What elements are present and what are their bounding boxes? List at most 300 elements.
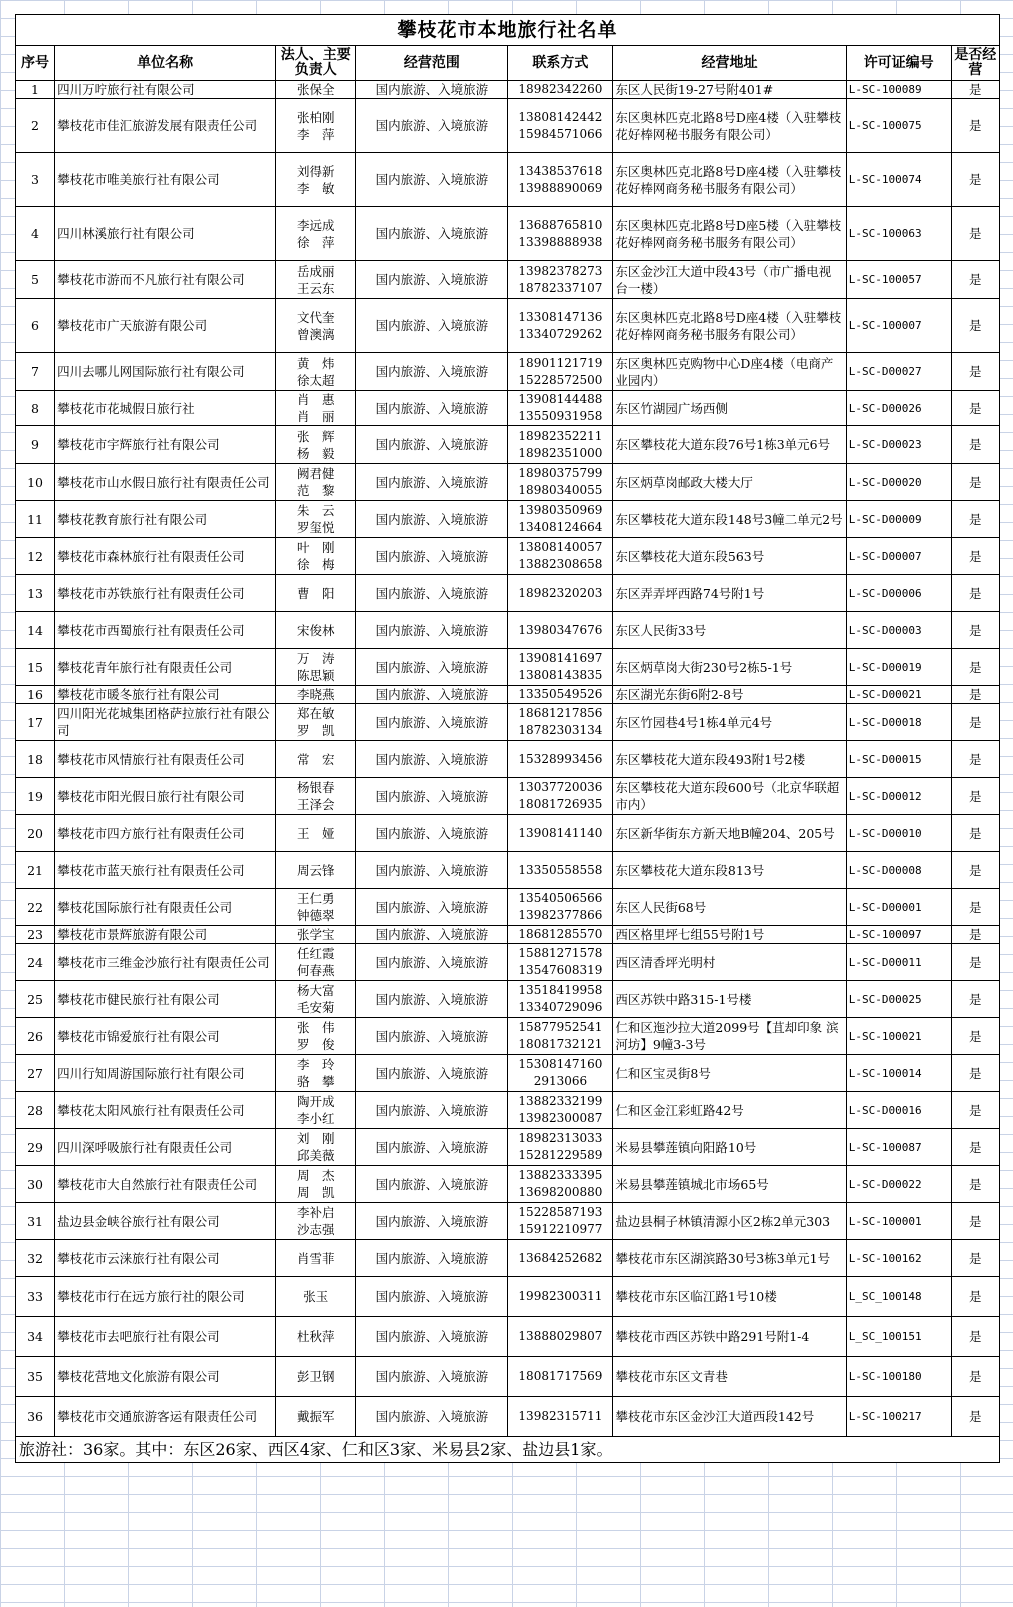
cell-license: L-SC-D00008: [846, 852, 951, 889]
cell-phone: 13438537618 13988890069: [508, 153, 613, 207]
cell-license: L-SC-D00018: [846, 704, 951, 741]
cell-license: L-SC-100074: [846, 153, 951, 207]
cell-operating: 是: [951, 1129, 999, 1166]
cell-operating: 是: [951, 944, 999, 981]
cell-person: 朱 云 罗玺悦: [276, 501, 356, 538]
cell-license: L-SC-100075: [846, 99, 951, 153]
cell-license: L-SC-100021: [846, 1018, 951, 1055]
cell-operating: 是: [951, 299, 999, 353]
cell-person: 岳成丽 王云东: [276, 261, 356, 299]
cell-no: 4: [16, 207, 55, 261]
cell-no: 33: [16, 1277, 55, 1317]
table-row: [16, 1055, 1000, 1092]
cell-no: 19: [16, 778, 55, 815]
cell-address: 攀枝花市东区金沙江大道西段142号: [613, 1397, 846, 1437]
cell-scope: 国内旅游、入境旅游: [356, 649, 508, 686]
cell-phone: 18982320203: [508, 575, 613, 612]
cell-scope: 国内旅游、入境旅游: [356, 1357, 508, 1397]
header-cell-person: 法人、主要负责人: [276, 46, 356, 81]
table-body: [16, 81, 1000, 1437]
table-row: [16, 353, 1000, 391]
cell-no: 2: [16, 99, 55, 153]
cell-person: 张 辉 杨 毅: [276, 426, 356, 464]
cell-license: L-SC-100063: [846, 207, 951, 261]
cell-company-name: 攀枝花市西蜀旅行社有限责任公司: [55, 612, 276, 649]
cell-license: L-SC-D00023: [846, 426, 951, 464]
cell-no: 9: [16, 426, 55, 464]
cell-person: 刘得新 李 敏: [276, 153, 356, 207]
table-row: [16, 81, 1000, 99]
cell-operating: 是: [951, 99, 999, 153]
table-row: [16, 649, 1000, 686]
cell-company-name: 攀枝花市风情旅行社有限责任公司: [55, 741, 276, 778]
cell-scope: 国内旅游、入境旅游: [356, 261, 508, 299]
table-row: [16, 1357, 1000, 1397]
cell-address: 西区清香坪光明村: [613, 944, 846, 981]
cell-person: 阙君健 范 黎: [276, 464, 356, 501]
cell-scope: 国内旅游、入境旅游: [356, 99, 508, 153]
cell-phone: 13982378273 18782337107: [508, 261, 613, 299]
cell-phone: 18681285570: [508, 926, 613, 944]
cell-scope: 国内旅游、入境旅游: [356, 981, 508, 1018]
cell-no: 11: [16, 501, 55, 538]
cell-company-name: 四川行知周游国际旅行社有限公司: [55, 1055, 276, 1092]
cell-no: 31: [16, 1203, 55, 1240]
cell-person: 常 宏: [276, 741, 356, 778]
cell-company-name: 攀枝花太阳风旅行社有限责任公司: [55, 1092, 276, 1129]
table-row: [16, 464, 1000, 501]
cell-person: 肖 惠 肖 丽: [276, 391, 356, 426]
cell-scope: 国内旅游、入境旅游: [356, 1397, 508, 1437]
cell-phone: 13980347676: [508, 612, 613, 649]
cell-address: 东区攀枝花大道东段600号（北京华联超市内）: [613, 778, 846, 815]
cell-person: 李晓燕: [276, 686, 356, 704]
cell-person: 张学宝: [276, 926, 356, 944]
cell-license: L-SC-100057: [846, 261, 951, 299]
cell-address: 西区格里坪七组55号附1号: [613, 926, 846, 944]
cell-no: 17: [16, 704, 55, 741]
cell-license: L-SC-D00010: [846, 815, 951, 852]
cell-company-name: 攀枝花市游而不凡旅行社有限公司: [55, 261, 276, 299]
cell-person: 刘 刚 邱美薇: [276, 1129, 356, 1166]
table-row: [16, 944, 1000, 981]
cell-operating: 是: [951, 741, 999, 778]
cell-license: L-SC-D00020: [846, 464, 951, 501]
cell-scope: 国内旅游、入境旅游: [356, 778, 508, 815]
cell-scope: 国内旅游、入境旅游: [356, 1240, 508, 1277]
cell-company-name: 攀枝花青年旅行社有限责任公司: [55, 649, 276, 686]
cell-company-name: 四川万咛旅行社有限公司: [55, 81, 276, 99]
table-row: [16, 704, 1000, 741]
cell-no: 28: [16, 1092, 55, 1129]
cell-license: L-SC-100089: [846, 81, 951, 99]
cell-no: 30: [16, 1166, 55, 1203]
cell-address: 东区人民街68号: [613, 889, 846, 926]
cell-company-name: 攀枝花市暖冬旅行社有限公司: [55, 686, 276, 704]
cell-address: 东区攀枝花大道东段493附1号2楼: [613, 741, 846, 778]
header-cell-no: 序号: [16, 46, 55, 81]
cell-address: 攀枝花市东区湖滨路30号3栋3单元1号: [613, 1240, 846, 1277]
cell-no: 36: [16, 1397, 55, 1437]
cell-phone: 18980375799 18980340055: [508, 464, 613, 501]
cell-company-name: 攀枝花市唯美旅行社有限公司: [55, 153, 276, 207]
cell-address: 东区金沙江大道中段43号（市广播电视台一楼）: [613, 261, 846, 299]
table-row: [16, 391, 1000, 426]
table-row: [16, 1129, 1000, 1166]
cell-operating: 是: [951, 1277, 999, 1317]
cell-person: 王 娅: [276, 815, 356, 852]
table-row: [16, 153, 1000, 207]
cell-company-name: 攀枝花市广天旅游有限公司: [55, 299, 276, 353]
cell-license: L-SC-D00027: [846, 353, 951, 391]
table-row: [16, 575, 1000, 612]
cell-scope: 国内旅游、入境旅游: [356, 1055, 508, 1092]
cell-address: 攀枝花市西区苏铁中路291号附1-4: [613, 1317, 846, 1357]
cell-operating: 是: [951, 815, 999, 852]
cell-phone: 13882332199 13982300087: [508, 1092, 613, 1129]
cell-scope: 国内旅游、入境旅游: [356, 741, 508, 778]
cell-phone: 13888029807: [508, 1317, 613, 1357]
table-row: [16, 1397, 1000, 1437]
cell-person: 陶开成 李小红: [276, 1092, 356, 1129]
cell-person: 周云锋: [276, 852, 356, 889]
cell-scope: 国内旅游、入境旅游: [356, 1129, 508, 1166]
table-row: [16, 1166, 1000, 1203]
cell-operating: 是: [951, 501, 999, 538]
cell-scope: 国内旅游、入境旅游: [356, 1166, 508, 1203]
cell-address: 东区攀枝花大道东段76号1栋3单元6号: [613, 426, 846, 464]
cell-phone: 13908144488 13550931958: [508, 391, 613, 426]
cell-operating: 是: [951, 353, 999, 391]
summary-footer: 旅游社：36家。其中：东区26家、西区4家、仁和区3家、米易县2家、盐边县1家。: [15, 1437, 1000, 1463]
cell-company-name: 攀枝花市四方旅行社有限责任公司: [55, 815, 276, 852]
cell-no: 7: [16, 353, 55, 391]
cell-address: 东区奥林匹克北路8号D座5楼（入驻攀枝花好棒网商务秘书服务有限公司）: [613, 207, 846, 261]
cell-address: 东区新华街东方新天地B幢204、205号: [613, 815, 846, 852]
cell-scope: 国内旅游、入境旅游: [356, 1018, 508, 1055]
cell-operating: 是: [951, 538, 999, 575]
cell-company-name: 攀枝花营地文化旅游有限公司: [55, 1357, 276, 1397]
cell-scope: 国内旅游、入境旅游: [356, 1317, 508, 1357]
table-row: [16, 261, 1000, 299]
cell-address: 东区奥林匹克北路8号D座4楼（入驻攀枝花好棒网商务秘书服务有限公司）: [613, 153, 846, 207]
cell-phone: 19982300311: [508, 1277, 613, 1317]
cell-person: 郑在敏 罗 凯: [276, 704, 356, 741]
table-row: [16, 1277, 1000, 1317]
cell-address: 东区攀枝花大道东段813号: [613, 852, 846, 889]
cell-license: L-SC-100014: [846, 1055, 951, 1092]
cell-company-name: 攀枝花市去吧旅行社有限公司: [55, 1317, 276, 1357]
cell-address: 西区苏铁中路315-1号楼: [613, 981, 846, 1018]
cell-no: 20: [16, 815, 55, 852]
cell-address: 攀枝花市东区文青巷: [613, 1357, 846, 1397]
cell-address: 东区攀枝花大道东段563号: [613, 538, 846, 575]
cell-operating: 是: [951, 1397, 999, 1437]
cell-operating: 是: [951, 426, 999, 464]
table-row: [16, 741, 1000, 778]
table-row: [16, 1317, 1000, 1357]
cell-company-name: 攀枝花市花城假日旅行社: [55, 391, 276, 426]
cell-company-name: 盐边县金峡谷旅行社有限公司: [55, 1203, 276, 1240]
cell-no: 21: [16, 852, 55, 889]
table-row: [16, 299, 1000, 353]
header-cell-name: 单位名称: [55, 46, 276, 81]
cell-license: L-SC-D00012: [846, 778, 951, 815]
cell-operating: 是: [951, 981, 999, 1018]
cell-phone: 13308147136 13340729262: [508, 299, 613, 353]
cell-no: 6: [16, 299, 55, 353]
cell-company-name: 攀枝花市云涞旅行社有限公司: [55, 1240, 276, 1277]
cell-no: 27: [16, 1055, 55, 1092]
cell-operating: 是: [951, 612, 999, 649]
cell-scope: 国内旅游、入境旅游: [356, 575, 508, 612]
cell-address: 仁和区金江彩虹路42号: [613, 1092, 846, 1129]
cell-no: 15: [16, 649, 55, 686]
cell-address: 东区竹湖园广场西侧: [613, 391, 846, 426]
cell-company-name: 四川林溪旅行社有限公司: [55, 207, 276, 261]
table-row: [16, 852, 1000, 889]
table-row: [16, 612, 1000, 649]
table-row: [16, 926, 1000, 944]
cell-phone: 15228587193 15912210977: [508, 1203, 613, 1240]
table-row: [16, 501, 1000, 538]
cell-address: 东区奥林匹克北路8号D座4楼（入驻攀枝花好棒网秘书服务有限公司）: [613, 99, 846, 153]
cell-phone: 18681217856 18782303134: [508, 704, 613, 741]
cell-license: L-SC-100007: [846, 299, 951, 353]
agency-table: [15, 45, 1000, 1437]
cell-operating: 是: [951, 1240, 999, 1277]
cell-license: L-SC-D00006: [846, 575, 951, 612]
cell-no: 5: [16, 261, 55, 299]
cell-no: 3: [16, 153, 55, 207]
cell-person: 李 玲 骆 攀: [276, 1055, 356, 1092]
cell-scope: 国内旅游、入境旅游: [356, 612, 508, 649]
cell-address: 东区湖光东街6附2-8号: [613, 686, 846, 704]
cell-scope: 国内旅游、入境旅游: [356, 704, 508, 741]
cell-person: 张 伟 罗 俊: [276, 1018, 356, 1055]
cell-phone: 13037720036 18081726935: [508, 778, 613, 815]
cell-license: L_SC_100148: [846, 1277, 951, 1317]
cell-operating: 是: [951, 391, 999, 426]
cell-phone: 13980350969 13408124664: [508, 501, 613, 538]
cell-person: 黄 炜 徐太超: [276, 353, 356, 391]
cell-person: 李远成 徐 萍: [276, 207, 356, 261]
cell-no: 32: [16, 1240, 55, 1277]
cell-scope: 国内旅游、入境旅游: [356, 1092, 508, 1129]
cell-scope: 国内旅游、入境旅游: [356, 852, 508, 889]
header-cell-scope: 经营范围: [356, 46, 508, 81]
cell-person: 戴振军: [276, 1397, 356, 1437]
cell-phone: 13350558558: [508, 852, 613, 889]
cell-operating: 是: [951, 261, 999, 299]
cell-company-name: 攀枝花市佳汇旅游发展有限责任公司: [55, 99, 276, 153]
cell-phone: 13808142442 15984571066: [508, 99, 613, 153]
cell-phone: 18982352211 18982351000: [508, 426, 613, 464]
cell-scope: 国内旅游、入境旅游: [356, 426, 508, 464]
cell-phone: 13882333395 13698200880: [508, 1166, 613, 1203]
cell-operating: 是: [951, 464, 999, 501]
cell-scope: 国内旅游、入境旅游: [356, 464, 508, 501]
cell-phone: 18901121719 15228572500: [508, 353, 613, 391]
cell-phone: 15328993456: [508, 741, 613, 778]
cell-person: 彭卫钢: [276, 1357, 356, 1397]
cell-person: 杨银春 王泽会: [276, 778, 356, 815]
cell-no: 22: [16, 889, 55, 926]
document: [15, 14, 1000, 1463]
table-row: [16, 815, 1000, 852]
header-cell-address: 经营地址: [613, 46, 846, 81]
cell-operating: 是: [951, 1357, 999, 1397]
cell-person: 任红霞 何春燕: [276, 944, 356, 981]
cell-person: 李补启 沙志强: [276, 1203, 356, 1240]
cell-license: L-SC-D00019: [846, 649, 951, 686]
cell-license: L-SC-D00003: [846, 612, 951, 649]
cell-operating: 是: [951, 1092, 999, 1129]
cell-address: 东区奥林匹克北路8号D座4楼（入驻攀枝花好棒网商务秘书服务有限公司）: [613, 299, 846, 353]
cell-operating: 是: [951, 81, 999, 99]
cell-company-name: 攀枝花教育旅行社有限公司: [55, 501, 276, 538]
cell-company-name: 四川阳光花城集团格萨拉旅行社有限公司: [55, 704, 276, 741]
cell-license: L-SC-100217: [846, 1397, 951, 1437]
cell-license: L-SC-D00015: [846, 741, 951, 778]
cell-company-name: 攀枝花市景辉旅游有限公司: [55, 926, 276, 944]
cell-no: 14: [16, 612, 55, 649]
cell-scope: 国内旅游、入境旅游: [356, 944, 508, 981]
table-row: [16, 538, 1000, 575]
cell-company-name: 攀枝花市苏铁旅行社有限责任公司: [55, 575, 276, 612]
cell-operating: 是: [951, 704, 999, 741]
cell-address: 东区人民街19-27号附401#: [613, 81, 846, 99]
table-row: [16, 686, 1000, 704]
table-row: [16, 426, 1000, 464]
cell-scope: 国内旅游、入境旅游: [356, 815, 508, 852]
cell-phone: 15308147160 2913066: [508, 1055, 613, 1092]
cell-no: 13: [16, 575, 55, 612]
cell-address: 东区攀枝花大道东段148号3幢二单元2号: [613, 501, 846, 538]
cell-scope: 国内旅游、入境旅游: [356, 299, 508, 353]
cell-person: 张玉: [276, 1277, 356, 1317]
cell-no: 16: [16, 686, 55, 704]
cell-company-name: 四川深呼吸旅行社有限责任公司: [55, 1129, 276, 1166]
table-row: [16, 99, 1000, 153]
cell-address: 米易县攀莲镇向阳路10号: [613, 1129, 846, 1166]
cell-phone: 18982313033 15281229589: [508, 1129, 613, 1166]
cell-person: 文代奎 曾澳漓: [276, 299, 356, 353]
cell-no: 1: [16, 81, 55, 99]
cell-person: 王仁勇 钟德翠: [276, 889, 356, 926]
cell-license: L-SC-100001: [846, 1203, 951, 1240]
cell-operating: 是: [951, 889, 999, 926]
cell-operating: 是: [951, 852, 999, 889]
cell-license: L_SC_100151: [846, 1317, 951, 1357]
cell-operating: 是: [951, 1018, 999, 1055]
cell-company-name: 攀枝花市交通旅游客运有限责任公司: [55, 1397, 276, 1437]
cell-operating: 是: [951, 153, 999, 207]
cell-operating: 是: [951, 575, 999, 612]
cell-company-name: 攀枝花市大自然旅行社有限责任公司: [55, 1166, 276, 1203]
cell-phone: 18081717569: [508, 1357, 613, 1397]
cell-license: L-SC-D00021: [846, 686, 951, 704]
cell-scope: 国内旅游、入境旅游: [356, 391, 508, 426]
cell-no: 10: [16, 464, 55, 501]
cell-company-name: 攀枝花市行在远方旅行社的限公司: [55, 1277, 276, 1317]
cell-license: L-SC-D00001: [846, 889, 951, 926]
cell-company-name: 攀枝花市健民旅行社有限公司: [55, 981, 276, 1018]
cell-operating: 是: [951, 686, 999, 704]
cell-no: 23: [16, 926, 55, 944]
cell-person: 周 杰 周 凯: [276, 1166, 356, 1203]
cell-license: L-SC-D00009: [846, 501, 951, 538]
cell-person: 肖雪菲: [276, 1240, 356, 1277]
cell-license: L-SC-D00025: [846, 981, 951, 1018]
cell-license: L-SC-100180: [846, 1357, 951, 1397]
cell-no: 8: [16, 391, 55, 426]
cell-license: L-SC-D00026: [846, 391, 951, 426]
cell-address: 东区竹园巷4号1栋4单元4号: [613, 704, 846, 741]
cell-scope: 国内旅游、入境旅游: [356, 501, 508, 538]
cell-phone: 13540506566 13982377866: [508, 889, 613, 926]
cell-no: 24: [16, 944, 55, 981]
cell-scope: 国内旅游、入境旅游: [356, 153, 508, 207]
cell-phone: 13688765810 13398888938: [508, 207, 613, 261]
cell-address: 攀枝花市东区临江路1号10楼: [613, 1277, 846, 1317]
cell-address: 东区弄弄坪西路74号附1号: [613, 575, 846, 612]
cell-license: L-SC-100162: [846, 1240, 951, 1277]
table-row: [16, 207, 1000, 261]
cell-address: 东区奥林匹克购物中心D座4楼（电商产业园内）: [613, 353, 846, 391]
cell-address: 米易县攀莲镇城北市场65号: [613, 1166, 846, 1203]
cell-no: 29: [16, 1129, 55, 1166]
cell-operating: 是: [951, 926, 999, 944]
cell-person: 万 涛 陈思颖: [276, 649, 356, 686]
header-cell-license: 许可证编号: [846, 46, 951, 81]
cell-operating: 是: [951, 1317, 999, 1357]
cell-company-name: 攀枝花市阳光假日旅行社有限公司: [55, 778, 276, 815]
cell-scope: 国内旅游、入境旅游: [356, 686, 508, 704]
cell-operating: 是: [951, 1203, 999, 1240]
cell-company-name: 攀枝花市宇辉旅行社有限公司: [55, 426, 276, 464]
cell-scope: 国内旅游、入境旅游: [356, 926, 508, 944]
cell-phone: 13684252682: [508, 1240, 613, 1277]
cell-scope: 国内旅游、入境旅游: [356, 81, 508, 99]
cell-scope: 国内旅游、入境旅游: [356, 538, 508, 575]
table-row: [16, 1018, 1000, 1055]
cell-phone: 18982342260: [508, 81, 613, 99]
cell-license: L-SC-100087: [846, 1129, 951, 1166]
cell-phone: 13908141697 13808143835: [508, 649, 613, 686]
cell-person: 宋俊林: [276, 612, 356, 649]
cell-person: 张保全: [276, 81, 356, 99]
cell-address: 东区人民街33号: [613, 612, 846, 649]
cell-scope: 国内旅游、入境旅游: [356, 1277, 508, 1317]
page-title: 攀枝花市本地旅行社名单: [15, 14, 1000, 45]
cell-license: L-SC-D00007: [846, 538, 951, 575]
cell-address: 仁和区宝灵街8号: [613, 1055, 846, 1092]
cell-operating: 是: [951, 207, 999, 261]
cell-operating: 是: [951, 1055, 999, 1092]
header-cell-operating: 是否经营: [951, 46, 999, 81]
table-row: [16, 1203, 1000, 1240]
cell-scope: 国内旅游、入境旅游: [356, 207, 508, 261]
cell-operating: 是: [951, 778, 999, 815]
cell-person: 张柏刚 李 萍: [276, 99, 356, 153]
cell-phone: 13908141140: [508, 815, 613, 852]
cell-company-name: 攀枝花市锦爱旅行社有限公司: [55, 1018, 276, 1055]
cell-no: 18: [16, 741, 55, 778]
cell-no: 26: [16, 1018, 55, 1055]
cell-person: 曹 阳: [276, 575, 356, 612]
cell-license: L-SC-D00016: [846, 1092, 951, 1129]
